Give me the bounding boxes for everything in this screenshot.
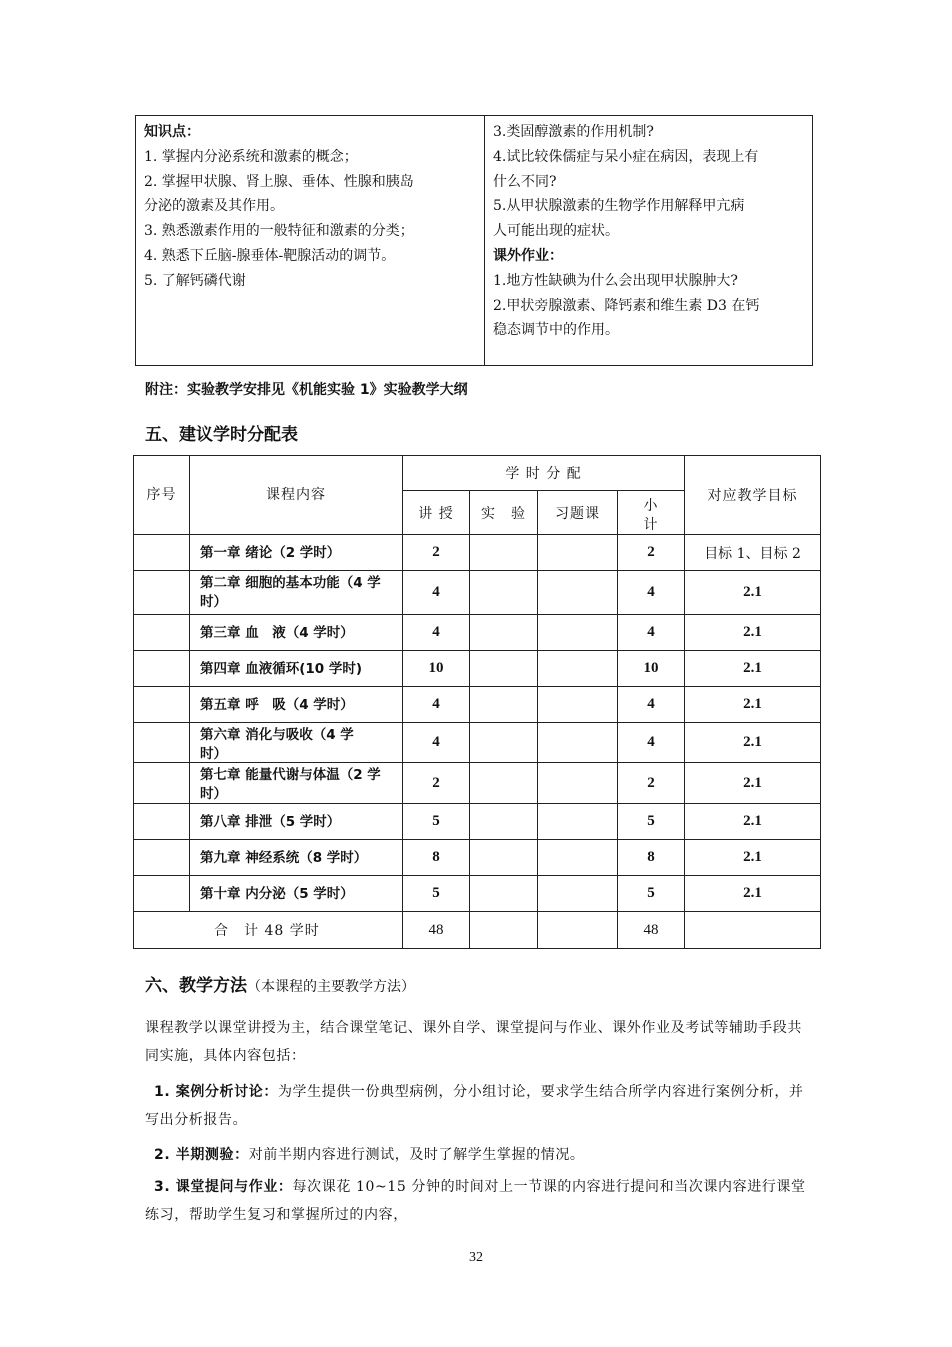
knowledge-line: 分泌的激素及其作用。: [144, 198, 284, 215]
row-lecture: 4: [403, 687, 470, 723]
row-goal: 2.1: [685, 615, 821, 651]
table-row: [134, 687, 821, 723]
method-intro: 课程教学以课堂讲授为主，结合课堂笔记、课外自学、课堂提问与作业、课外作业及考试等辅助手段共同实施，具体内容包括：: [145, 1020, 802, 1064]
homework-line: 1.地方性缺碘为什么会出现甲状腺肿大?: [493, 272, 738, 289]
row-goal: 2.1: [685, 763, 821, 804]
header-lecture: 讲 授: [403, 491, 470, 535]
row-lecture: 8: [403, 840, 470, 876]
header-hours: 学 时 分 配: [403, 456, 685, 491]
row-subtotal: 4: [618, 723, 685, 763]
row-subtotal: 2: [618, 535, 685, 571]
hours-allocation-table: [133, 455, 821, 949]
row-goal: 2.1: [685, 723, 821, 763]
row-exercise: [538, 763, 618, 804]
row-content: [190, 723, 403, 763]
header-row: [134, 456, 821, 491]
method-item-label: 2. 半期测验：: [154, 1147, 249, 1163]
row-lecture: 5: [403, 804, 470, 840]
total-goal: [685, 912, 821, 949]
table-row: [134, 651, 821, 687]
question-line: 4.试比较侏儒症与呆小症在病因，表现上有: [493, 148, 759, 165]
row-content: 第三章 血 液（4 学时）: [190, 615, 403, 651]
knowledge-line: 5. 了解钙磷代谢: [144, 272, 246, 289]
row-exercise: [538, 571, 618, 615]
method-item: [145, 1078, 813, 1134]
method-item: [145, 1173, 813, 1229]
question-line: 什么不同?: [493, 173, 557, 190]
questions-column: [485, 116, 812, 365]
question-line: 人可能出现的症状。: [493, 223, 619, 240]
row-lecture: 10: [403, 651, 470, 687]
total-lab: [470, 912, 538, 949]
row-seq: [134, 651, 190, 687]
row-content-text: 第二章 细胞的基本功能（4 学时）: [200, 575, 381, 610]
row-content-text: 第七章 能量代谢与体温（2 学时）: [200, 767, 381, 800]
row-lecture: 4: [403, 571, 470, 615]
row-seq: [134, 840, 190, 876]
row-content: 第八章 排泄（5 学时）: [190, 804, 403, 840]
row-seq: [134, 723, 190, 763]
row-goal: 2.1: [685, 876, 821, 912]
row-subtotal: 4: [618, 571, 685, 615]
row-exercise: [538, 687, 618, 723]
table-row: [134, 876, 821, 912]
row-exercise: [538, 535, 618, 571]
row-lecture: 4: [403, 615, 470, 651]
total-exercise: [538, 912, 618, 949]
total-label: 合 计 48 学时: [134, 912, 403, 949]
row-lab: [470, 804, 538, 840]
method-item-text: 每次课花 10~15 分钟的时间对上一节课的内容进行提问和当次课内容进行课堂练习，帮助学生复习和掌握所过的内容，: [145, 1179, 806, 1223]
row-lecture: 2: [403, 763, 470, 804]
row-lab: [470, 763, 538, 804]
row-lab: [470, 651, 538, 687]
row-goal: 目标 1、目标 2: [685, 535, 821, 571]
table-row: [134, 615, 821, 651]
knowledge-line: 3. 熟悉激素作用的一般特征和激素的分类；: [144, 223, 414, 240]
knowledge-points-heading: 知识点：: [144, 124, 200, 140]
row-subtotal: 2: [618, 763, 685, 804]
total-subtotal: 48: [618, 912, 685, 949]
row-seq: [134, 763, 190, 804]
row-subtotal: 5: [618, 804, 685, 840]
row-goal: 2.1: [685, 687, 821, 723]
table-row: [134, 723, 821, 763]
row-exercise: [538, 804, 618, 840]
row-content-text: 第六章 消化与吸收（4 学时）: [200, 727, 354, 760]
row-goal: 2.1: [685, 571, 821, 615]
method-item-label: 3. 课堂提问与作业：: [154, 1179, 293, 1195]
lab-note: 附注：实验教学安排见《机能实验 1》实验教学大纲: [145, 382, 468, 398]
row-lab: [470, 571, 538, 615]
row-subtotal: 8: [618, 840, 685, 876]
header-lab: 实 验: [470, 491, 538, 535]
row-lecture: 2: [403, 535, 470, 571]
header-subtotal: [618, 491, 685, 535]
row-seq: [134, 535, 190, 571]
row-goal: 2.1: [685, 804, 821, 840]
row-lab: [470, 615, 538, 651]
row-lecture: 4: [403, 723, 470, 763]
row-content: 第四章 血液循环(10 学时): [190, 651, 403, 687]
table-row: [134, 804, 821, 840]
homework-line: 2.甲状旁腺激素、降钙素和维生素 D3 在钙: [493, 297, 760, 314]
row-exercise: [538, 840, 618, 876]
method-item-label: 1. 案例分析讨论：: [154, 1084, 278, 1100]
row-lab: [470, 840, 538, 876]
row-content: [190, 571, 403, 615]
header-exercise: 习题课: [538, 491, 618, 535]
row-exercise: [538, 615, 618, 651]
row-lab: [470, 876, 538, 912]
row-exercise: [538, 723, 618, 763]
knowledge-line: 1. 掌握内分泌系统和激素的概念；: [144, 148, 358, 165]
row-lab: [470, 687, 538, 723]
row-subtotal: 10: [618, 651, 685, 687]
table-row: [134, 571, 821, 615]
table-row: [134, 840, 821, 876]
row-seq: [134, 876, 190, 912]
header-seq: 序号: [134, 456, 190, 535]
table-row: [134, 763, 821, 804]
total-lecture: 48: [403, 912, 470, 949]
knowledge-box: [135, 115, 813, 366]
row-lecture: 5: [403, 876, 470, 912]
row-seq: [134, 687, 190, 723]
row-content: [190, 763, 403, 804]
row-subtotal: 4: [618, 687, 685, 723]
section-6-heading: [145, 971, 415, 996]
row-seq: [134, 615, 190, 651]
method-item: [145, 1141, 813, 1169]
table-row: [134, 535, 821, 571]
method-item-text: 对前半期内容进行测试，及时了解学生掌握的情况。: [248, 1147, 585, 1163]
knowledge-line: 4. 熟悉下丘脑-腺垂体-靶腺活动的调节。: [144, 247, 396, 264]
question-line: 3.类固醇激素的作用机制?: [493, 124, 654, 140]
row-goal: 2.1: [685, 840, 821, 876]
knowledge-line: 2. 掌握甲状腺、肾上腺、垂体、性腺和胰岛: [144, 173, 414, 190]
row-subtotal: 5: [618, 876, 685, 912]
question-line: 5.从甲状腺激素的生物学作用解释甲亢病: [493, 198, 745, 215]
row-lab: [470, 723, 538, 763]
section-5-title: 五、建议学时分配表: [145, 425, 298, 445]
section-6-title: 六、教学方法: [145, 976, 247, 996]
row-goal: 2.1: [685, 651, 821, 687]
row-lab: [470, 535, 538, 571]
homework-heading: 课外作业：: [493, 247, 563, 264]
row-content: 第九章 神经系统（8 学时）: [190, 840, 403, 876]
section-6-subtitle: （本课程的主要教学方法）: [247, 979, 415, 995]
row-exercise: [538, 876, 618, 912]
homework-line: 稳态调节中的作用。: [493, 322, 619, 339]
row-content: 第一章 绪论（2 学时）: [190, 535, 403, 571]
header-goal: 对应教学目标: [685, 456, 821, 535]
row-exercise: [538, 651, 618, 687]
row-subtotal: 4: [618, 615, 685, 651]
row-seq: [134, 804, 190, 840]
knowledge-points-column: [136, 116, 485, 365]
total-row: [134, 912, 821, 949]
page-number: 32: [469, 1250, 483, 1265]
method-item-text: 为学生提供一份典型病例，分小组讨论，要求学生结合所学内容进行案例分析，并写出分析报告。: [145, 1084, 804, 1128]
row-content: 第十章 内分泌（5 学时）: [190, 876, 403, 912]
row-content: 第五章 呼 吸（4 学时）: [190, 687, 403, 723]
header-content: 课程内容: [190, 456, 403, 535]
header-subtotal-text: 小计: [643, 497, 659, 533]
row-seq: [134, 571, 190, 615]
